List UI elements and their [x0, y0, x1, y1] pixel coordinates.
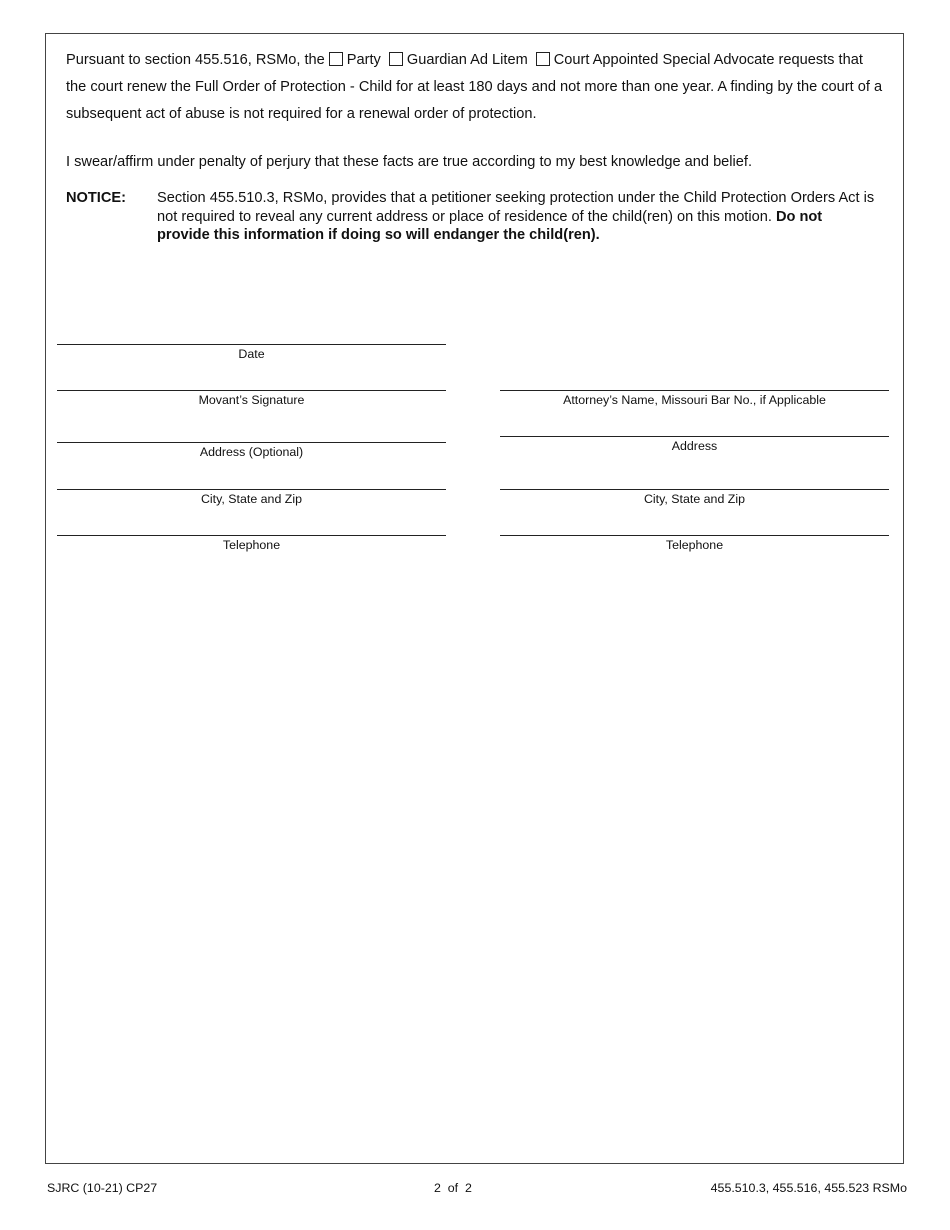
movant-city-line[interactable]	[57, 489, 446, 490]
request-prefix-text: Pursuant to section 455.516, RSMo, the	[66, 52, 325, 68]
special-advocate-checkbox[interactable]	[536, 52, 550, 66]
party-label: Party	[346, 52, 381, 68]
guardian-ad-litem-label: Guardian Ad Litem	[406, 52, 528, 68]
movant-signature-line[interactable]	[57, 390, 446, 391]
date-field	[57, 344, 446, 361]
attorney-name-field	[500, 390, 889, 407]
movant-signature-field	[57, 390, 446, 407]
statute-references: 455.510.3, 455.516, 455.523 RSMo	[710, 1181, 907, 1195]
date-line[interactable]	[57, 344, 446, 345]
perjury-statement: I swear/affirm under penalty of perjury that these facts are true according to my best knowledge and belief.	[66, 154, 753, 170]
guardian-ad-litem-checkbox[interactable]	[389, 52, 403, 66]
request-suffix-text: requests that the court renew the Full Order of Protection - Child for at least 180 days and not more than one year. A finding by the court of a subsequent act of abuse is not required for a renewal order of protection.	[66, 52, 883, 122]
attorney-address-line[interactable]	[500, 436, 889, 437]
notice-warning-text: Do not provide this information if doing so will endanger the child(ren).	[157, 208, 823, 243]
date-label: Date	[238, 347, 265, 361]
attorney-telephone-label: Telephone	[665, 538, 724, 552]
notice-body-text: Section 455.510.3, RSMo, provides that a petitioner seeking protection under the Child Protection Orders Act is not required to reveal any current address or place of residence of the child(ren) on this motion.	[157, 190, 875, 225]
attorney-city-label: City, State and Zip	[643, 492, 745, 506]
movant-telephone-label: Telephone	[222, 538, 281, 552]
page-number: 2 of 2	[434, 1181, 472, 1195]
movant-telephone-field	[57, 535, 446, 552]
attorney-telephone-field	[500, 535, 889, 552]
movant-city-field	[57, 489, 446, 506]
attorney-telephone-line[interactable]	[500, 535, 889, 536]
party-checkbox[interactable]	[329, 52, 343, 66]
special-advocate-label: Court Appointed Special Advocate	[553, 52, 775, 68]
attorney-address-label: Address	[671, 439, 718, 453]
movant-signature-label: Movant’s Signature	[198, 393, 305, 407]
attorney-city-field	[500, 489, 889, 506]
attorney-name-line[interactable]	[500, 390, 889, 391]
attorney-address-field	[500, 436, 889, 453]
notice-text	[157, 189, 877, 245]
movant-address-line[interactable]	[57, 442, 446, 443]
movant-telephone-line[interactable]	[57, 535, 446, 536]
attorney-city-line[interactable]	[500, 489, 889, 490]
form-id: SJRC (10-21) CP27	[47, 1181, 158, 1195]
movant-address-label: Address (Optional)	[199, 445, 304, 459]
movant-city-label: City, State and Zip	[200, 492, 302, 506]
renewal-request-paragraph	[66, 47, 886, 128]
attorney-name-label: Attorney’s Name, Missouri Bar No., if Applicable	[563, 393, 826, 407]
movant-address-field	[57, 442, 446, 459]
notice-label: NOTICE:	[66, 190, 126, 206]
